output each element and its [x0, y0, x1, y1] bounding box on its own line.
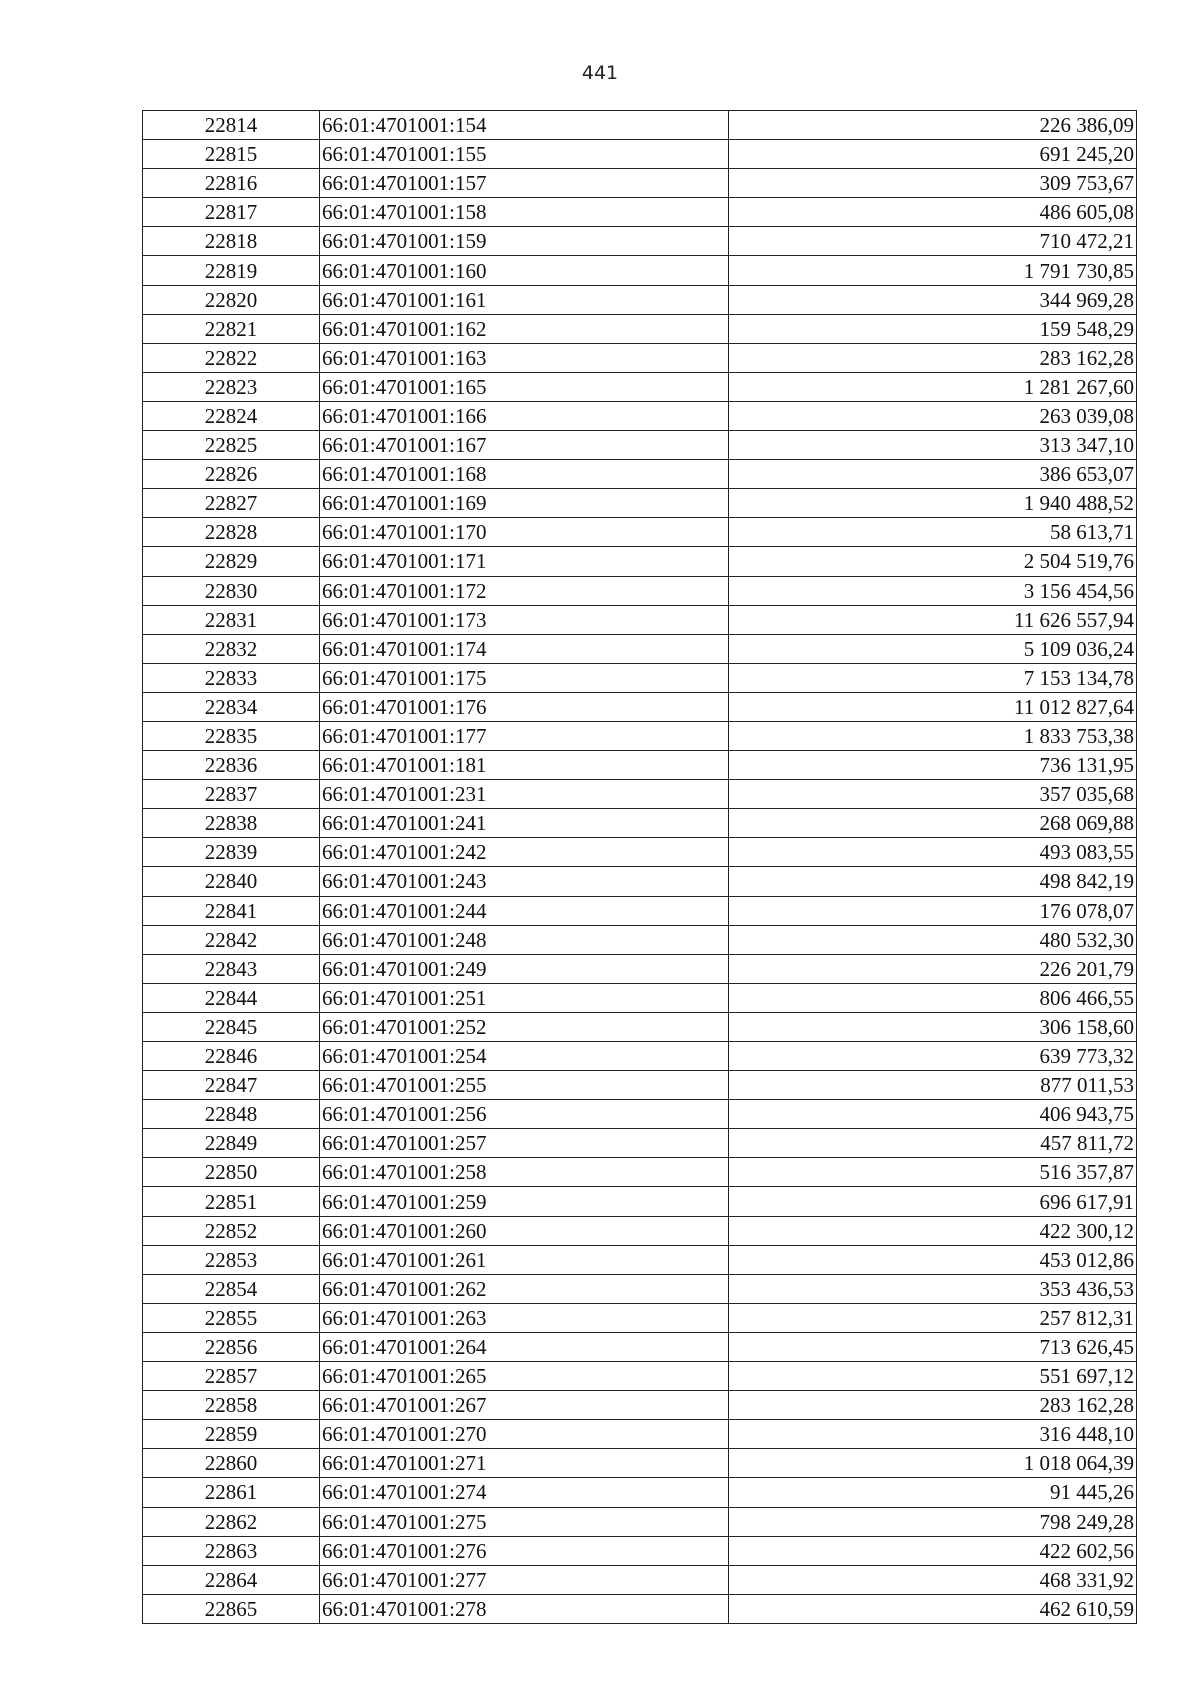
row-number-cell: 22832	[143, 634, 320, 663]
table-row	[143, 605, 1137, 634]
cadastral-number-cell: 66:01:4701001:249	[320, 954, 729, 983]
value-cell: 639 773,32	[729, 1042, 1137, 1071]
table-row	[143, 983, 1137, 1012]
row-number-cell: 22857	[143, 1362, 320, 1391]
cadastral-number-cell: 66:01:4701001:256	[320, 1100, 729, 1129]
cadastral-number-cell: 66:01:4701001:170	[320, 518, 729, 547]
row-number-cell: 22835	[143, 721, 320, 750]
row-number-cell: 22820	[143, 285, 320, 314]
value-cell: 357 035,68	[729, 780, 1137, 809]
row-number-cell: 22823	[143, 372, 320, 401]
row-number-cell: 22831	[143, 605, 320, 634]
table-row	[143, 838, 1137, 867]
cadastral-number-cell: 66:01:4701001:165	[320, 372, 729, 401]
value-cell: 257 812,31	[729, 1303, 1137, 1332]
page-number: 441	[581, 62, 619, 84]
cadastral-number-cell: 66:01:4701001:262	[320, 1274, 729, 1303]
table-row	[143, 780, 1137, 809]
row-number-cell: 22862	[143, 1507, 320, 1536]
cadastral-number-cell: 66:01:4701001:159	[320, 227, 729, 256]
cadastral-number-cell: 66:01:4701001:252	[320, 1012, 729, 1041]
table-row	[143, 1536, 1137, 1565]
row-number-cell: 22836	[143, 751, 320, 780]
row-number-cell: 22814	[143, 111, 320, 140]
value-cell: 2 504 519,76	[729, 547, 1137, 576]
row-number-cell: 22833	[143, 663, 320, 692]
row-number-cell: 22822	[143, 343, 320, 372]
table-row	[143, 401, 1137, 430]
table-row	[143, 518, 1137, 547]
cadastral-number-cell: 66:01:4701001:154	[320, 111, 729, 140]
cadastral-number-cell: 66:01:4701001:276	[320, 1536, 729, 1565]
value-cell: 313 347,10	[729, 431, 1137, 460]
table-row	[143, 1216, 1137, 1245]
table-row	[143, 1507, 1137, 1536]
cadastral-number-cell: 66:01:4701001:277	[320, 1565, 729, 1594]
value-cell: 551 697,12	[729, 1362, 1137, 1391]
row-number-cell: 22847	[143, 1071, 320, 1100]
cadastral-number-cell: 66:01:4701001:255	[320, 1071, 729, 1100]
value-cell: 11 012 827,64	[729, 692, 1137, 721]
value-cell: 306 158,60	[729, 1012, 1137, 1041]
table-row	[143, 1012, 1137, 1041]
cadastral-number-cell: 66:01:4701001:263	[320, 1303, 729, 1332]
cadastral-number-cell: 66:01:4701001:271	[320, 1449, 729, 1478]
cadastral-number-cell: 66:01:4701001:244	[320, 896, 729, 925]
value-cell: 877 011,53	[729, 1071, 1137, 1100]
table-row	[143, 751, 1137, 780]
cadastral-number-cell: 66:01:4701001:166	[320, 401, 729, 430]
value-cell: 5 109 036,24	[729, 634, 1137, 663]
value-cell: 268 069,88	[729, 809, 1137, 838]
cadastral-number-cell: 66:01:4701001:181	[320, 751, 729, 780]
table-row	[143, 1042, 1137, 1071]
table-row	[143, 1594, 1137, 1623]
table-row	[143, 460, 1137, 489]
row-number-cell: 22821	[143, 314, 320, 343]
table-row	[143, 1478, 1137, 1507]
value-cell: 736 131,95	[729, 751, 1137, 780]
cadastral-number-cell: 66:01:4701001:155	[320, 140, 729, 169]
table-row	[143, 1391, 1137, 1420]
cadastral-number-cell: 66:01:4701001:160	[320, 256, 729, 285]
table-body	[143, 111, 1137, 1624]
cadastral-value-table	[142, 110, 1137, 1624]
row-number-cell: 22854	[143, 1274, 320, 1303]
cadastral-number-cell: 66:01:4701001:274	[320, 1478, 729, 1507]
value-cell: 457 811,72	[729, 1129, 1137, 1158]
cadastral-number-cell: 66:01:4701001:173	[320, 605, 729, 634]
table-row	[143, 198, 1137, 227]
row-number-cell: 22840	[143, 867, 320, 896]
cadastral-number-cell: 66:01:4701001:157	[320, 169, 729, 198]
table-row	[143, 925, 1137, 954]
value-cell: 353 436,53	[729, 1274, 1137, 1303]
value-cell: 226 201,79	[729, 954, 1137, 983]
cadastral-number-cell: 66:01:4701001:176	[320, 692, 729, 721]
row-number-cell: 22841	[143, 896, 320, 925]
cadastral-number-cell: 66:01:4701001:163	[320, 343, 729, 372]
cadastral-number-cell: 66:01:4701001:162	[320, 314, 729, 343]
value-cell: 1 833 753,38	[729, 721, 1137, 750]
value-cell: 309 753,67	[729, 169, 1137, 198]
row-number-cell: 22838	[143, 809, 320, 838]
value-cell: 468 331,92	[729, 1565, 1137, 1594]
row-number-cell: 22864	[143, 1565, 320, 1594]
value-cell: 1 018 064,39	[729, 1449, 1137, 1478]
table-row	[143, 343, 1137, 372]
value-cell: 316 448,10	[729, 1420, 1137, 1449]
cadastral-number-cell: 66:01:4701001:242	[320, 838, 729, 867]
cadastral-number-cell: 66:01:4701001:251	[320, 983, 729, 1012]
row-number-cell: 22846	[143, 1042, 320, 1071]
cadastral-number-cell: 66:01:4701001:267	[320, 1391, 729, 1420]
table-row	[143, 1158, 1137, 1187]
table-row	[143, 169, 1137, 198]
table-row	[143, 256, 1137, 285]
value-cell: 7 153 134,78	[729, 663, 1137, 692]
table-row	[143, 1332, 1137, 1361]
row-number-cell: 22829	[143, 547, 320, 576]
table-row	[143, 1449, 1137, 1478]
value-cell: 516 357,87	[729, 1158, 1137, 1187]
cadastral-number-cell: 66:01:4701001:175	[320, 663, 729, 692]
value-cell: 462 610,59	[729, 1594, 1137, 1623]
cadastral-number-cell: 66:01:4701001:259	[320, 1187, 729, 1216]
value-cell: 58 613,71	[729, 518, 1137, 547]
value-cell: 283 162,28	[729, 343, 1137, 372]
row-number-cell: 22865	[143, 1594, 320, 1623]
value-cell: 480 532,30	[729, 925, 1137, 954]
table-row	[143, 1362, 1137, 1391]
value-cell: 1 791 730,85	[729, 256, 1137, 285]
row-number-cell: 22853	[143, 1245, 320, 1274]
table-row	[143, 372, 1137, 401]
row-number-cell: 22816	[143, 169, 320, 198]
table-row	[143, 111, 1137, 140]
cadastral-number-cell: 66:01:4701001:168	[320, 460, 729, 489]
table-row	[143, 692, 1137, 721]
table-row	[143, 1100, 1137, 1129]
row-number-cell: 22856	[143, 1332, 320, 1361]
row-number-cell: 22839	[143, 838, 320, 867]
table-row	[143, 1071, 1137, 1100]
table-row	[143, 314, 1137, 343]
cadastral-number-cell: 66:01:4701001:270	[320, 1420, 729, 1449]
cadastral-number-cell: 66:01:4701001:265	[320, 1362, 729, 1391]
row-number-cell: 22842	[143, 925, 320, 954]
table-row	[143, 634, 1137, 663]
cadastral-number-cell: 66:01:4701001:264	[320, 1332, 729, 1361]
table-row	[143, 547, 1137, 576]
value-cell: 486 605,08	[729, 198, 1137, 227]
value-cell: 713 626,45	[729, 1332, 1137, 1361]
value-cell: 176 078,07	[729, 896, 1137, 925]
row-number-cell: 22848	[143, 1100, 320, 1129]
cadastral-number-cell: 66:01:4701001:278	[320, 1594, 729, 1623]
cadastral-number-cell: 66:01:4701001:275	[320, 1507, 729, 1536]
row-number-cell: 22827	[143, 489, 320, 518]
value-cell: 696 617,91	[729, 1187, 1137, 1216]
row-number-cell: 22849	[143, 1129, 320, 1158]
table-row	[143, 431, 1137, 460]
cadastral-number-cell: 66:01:4701001:172	[320, 576, 729, 605]
value-cell: 344 969,28	[729, 285, 1137, 314]
row-number-cell: 22851	[143, 1187, 320, 1216]
cadastral-number-cell: 66:01:4701001:158	[320, 198, 729, 227]
value-cell: 422 300,12	[729, 1216, 1137, 1245]
value-cell: 11 626 557,94	[729, 605, 1137, 634]
row-number-cell: 22855	[143, 1303, 320, 1332]
cadastral-number-cell: 66:01:4701001:231	[320, 780, 729, 809]
cadastral-number-cell: 66:01:4701001:167	[320, 431, 729, 460]
row-number-cell: 22852	[143, 1216, 320, 1245]
row-number-cell: 22859	[143, 1420, 320, 1449]
table-row	[143, 489, 1137, 518]
row-number-cell: 22824	[143, 401, 320, 430]
row-number-cell: 22845	[143, 1012, 320, 1041]
table-row	[143, 576, 1137, 605]
value-cell: 386 653,07	[729, 460, 1137, 489]
value-cell: 159 548,29	[729, 314, 1137, 343]
row-number-cell: 22843	[143, 954, 320, 983]
table-row	[143, 1420, 1137, 1449]
cadastral-number-cell: 66:01:4701001:254	[320, 1042, 729, 1071]
value-cell: 406 943,75	[729, 1100, 1137, 1129]
row-number-cell: 22830	[143, 576, 320, 605]
table-row	[143, 285, 1137, 314]
value-cell: 263 039,08	[729, 401, 1137, 430]
value-cell: 498 842,19	[729, 867, 1137, 896]
cadastral-number-cell: 66:01:4701001:174	[320, 634, 729, 663]
row-number-cell: 22817	[143, 198, 320, 227]
cadastral-number-cell: 66:01:4701001:243	[320, 867, 729, 896]
value-cell: 3 156 454,56	[729, 576, 1137, 605]
row-number-cell: 22826	[143, 460, 320, 489]
table-row	[143, 227, 1137, 256]
cadastral-number-cell: 66:01:4701001:177	[320, 721, 729, 750]
row-number-cell: 22861	[143, 1478, 320, 1507]
table-row	[143, 896, 1137, 925]
row-number-cell: 22860	[143, 1449, 320, 1478]
value-cell: 453 012,86	[729, 1245, 1137, 1274]
value-cell: 691 245,20	[729, 140, 1137, 169]
cadastral-number-cell: 66:01:4701001:261	[320, 1245, 729, 1274]
cadastral-number-cell: 66:01:4701001:241	[320, 809, 729, 838]
table-row	[143, 721, 1137, 750]
row-number-cell: 22834	[143, 692, 320, 721]
value-cell: 91 445,26	[729, 1478, 1137, 1507]
row-number-cell: 22815	[143, 140, 320, 169]
value-cell: 493 083,55	[729, 838, 1137, 867]
value-cell: 283 162,28	[729, 1391, 1137, 1420]
table-row	[143, 1565, 1137, 1594]
value-cell: 1 940 488,52	[729, 489, 1137, 518]
table-row	[143, 1245, 1137, 1274]
cadastral-number-cell: 66:01:4701001:258	[320, 1158, 729, 1187]
table-row	[143, 663, 1137, 692]
cadastral-number-cell: 66:01:4701001:169	[320, 489, 729, 518]
value-cell: 806 466,55	[729, 983, 1137, 1012]
row-number-cell: 22858	[143, 1391, 320, 1420]
table-row	[143, 867, 1137, 896]
row-number-cell: 22818	[143, 227, 320, 256]
table-row	[143, 809, 1137, 838]
table-row	[143, 1274, 1137, 1303]
row-number-cell: 22819	[143, 256, 320, 285]
table-row	[143, 1129, 1137, 1158]
cadastral-number-cell: 66:01:4701001:257	[320, 1129, 729, 1158]
table-row	[143, 140, 1137, 169]
cadastral-number-cell: 66:01:4701001:248	[320, 925, 729, 954]
row-number-cell: 22825	[143, 431, 320, 460]
value-cell: 226 386,09	[729, 111, 1137, 140]
row-number-cell: 22837	[143, 780, 320, 809]
table-row	[143, 954, 1137, 983]
cadastral-number-cell: 66:01:4701001:171	[320, 547, 729, 576]
row-number-cell: 22863	[143, 1536, 320, 1565]
table-row	[143, 1303, 1137, 1332]
cadastral-number-cell: 66:01:4701001:161	[320, 285, 729, 314]
cadastral-number-cell: 66:01:4701001:260	[320, 1216, 729, 1245]
value-cell: 710 472,21	[729, 227, 1137, 256]
value-cell: 798 249,28	[729, 1507, 1137, 1536]
row-number-cell: 22844	[143, 983, 320, 1012]
value-cell: 1 281 267,60	[729, 372, 1137, 401]
row-number-cell: 22828	[143, 518, 320, 547]
table-row	[143, 1187, 1137, 1216]
row-number-cell: 22850	[143, 1158, 320, 1187]
value-cell: 422 602,56	[729, 1536, 1137, 1565]
